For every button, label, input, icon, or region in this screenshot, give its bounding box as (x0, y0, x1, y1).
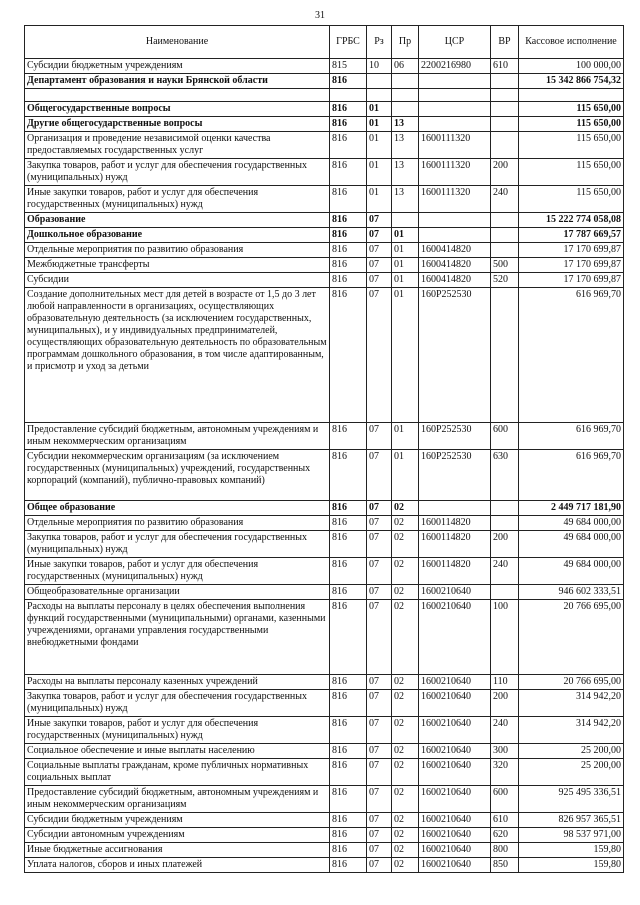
row-grbs: 816 (330, 585, 367, 600)
row-csr: 1600111320 (419, 159, 491, 186)
row-sum: 115 650,00 (519, 132, 624, 159)
row-vr (491, 213, 519, 228)
row-sum: 925 495 336,51 (519, 786, 624, 813)
row-sum (519, 89, 624, 102)
row-name: Иные закупки товаров, работ и услуг для обеспечения государственных (муниципальных) нужд (25, 717, 330, 744)
row-sum: 159,80 (519, 858, 624, 873)
row-pr: 01 (392, 228, 419, 243)
table-row (25, 102, 624, 117)
row-vr: 240 (491, 186, 519, 213)
row-pr: 01 (392, 258, 419, 273)
row-name: Общее образование (25, 501, 330, 516)
row-vr (491, 117, 519, 132)
row-sum: 49 684 000,00 (519, 558, 624, 585)
row-pr: 02 (392, 717, 419, 744)
table-row (25, 675, 624, 690)
table-body (25, 59, 624, 873)
row-pr: 02 (392, 600, 419, 675)
row-csr: 160P252530 (419, 423, 491, 450)
row-csr: 160P252530 (419, 288, 491, 423)
header-grbs: ГРБС (330, 26, 367, 59)
row-sum: 616 969,70 (519, 450, 624, 501)
table-row (25, 744, 624, 759)
row-pr: 13 (392, 186, 419, 213)
row-vr (491, 89, 519, 102)
row-rz: 07 (367, 744, 392, 759)
row-vr: 200 (491, 690, 519, 717)
table-row (25, 558, 624, 585)
row-csr: 1600114820 (419, 558, 491, 585)
row-grbs: 816 (330, 102, 367, 117)
row-csr (419, 74, 491, 89)
row-pr: 02 (392, 828, 419, 843)
row-vr (491, 228, 519, 243)
row-csr: 1600414820 (419, 243, 491, 258)
row-grbs: 816 (330, 273, 367, 288)
row-vr: 240 (491, 717, 519, 744)
row-rz: 07 (367, 213, 392, 228)
row-csr (419, 89, 491, 102)
row-pr (392, 89, 419, 102)
table-row (25, 213, 624, 228)
table-row (25, 531, 624, 558)
row-csr: 1600414820 (419, 273, 491, 288)
row-vr (491, 501, 519, 516)
row-name: Организация и проведение независимой оценки качества предоставляемых государственных услуг (25, 132, 330, 159)
row-grbs: 816 (330, 213, 367, 228)
row-vr: 200 (491, 531, 519, 558)
row-vr: 100 (491, 600, 519, 675)
row-pr: 02 (392, 843, 419, 858)
row-rz: 07 (367, 258, 392, 273)
table-row (25, 89, 624, 102)
row-csr: 1600210640 (419, 828, 491, 843)
row-grbs (330, 89, 367, 102)
row-vr: 630 (491, 450, 519, 501)
row-grbs: 816 (330, 186, 367, 213)
row-sum: 17 170 699,87 (519, 258, 624, 273)
row-pr (392, 213, 419, 228)
row-sum: 15 222 774 058,08 (519, 213, 624, 228)
row-name: Создание дополнительных мест для детей в возрасте от 1,5 до 3 лет любой направленности в организациях, осуществляющих образовательную деятельность (за исключением государственных, муниципальных), и у индивидуальных предпринимателей, осуществляющих образовательную деятельность по образовательным программам дошкольного образования, в том числе адаптированным, и присмотр и уход за детьми (25, 288, 330, 423)
row-grbs: 816 (330, 828, 367, 843)
row-rz: 07 (367, 786, 392, 813)
row-pr (392, 74, 419, 89)
row-vr (491, 243, 519, 258)
budget-table (24, 25, 624, 873)
table-row (25, 516, 624, 531)
row-vr: 600 (491, 423, 519, 450)
row-sum: 946 602 333,51 (519, 585, 624, 600)
row-pr (392, 102, 419, 117)
row-csr (419, 228, 491, 243)
header-rz: Рз (367, 26, 392, 59)
table-row (25, 813, 624, 828)
table-row (25, 600, 624, 675)
row-pr: 02 (392, 858, 419, 873)
table-row (25, 585, 624, 600)
row-grbs: 816 (330, 759, 367, 786)
row-name (25, 89, 330, 102)
row-vr: 300 (491, 744, 519, 759)
row-vr (491, 288, 519, 423)
row-name: Общеобразовательные организации (25, 585, 330, 600)
table-row (25, 786, 624, 813)
row-rz: 07 (367, 690, 392, 717)
row-csr: 1600210640 (419, 585, 491, 600)
table-row (25, 132, 624, 159)
row-rz: 07 (367, 843, 392, 858)
row-name: Отдельные мероприятия по развитию образования (25, 516, 330, 531)
row-grbs: 816 (330, 813, 367, 828)
row-pr: 01 (392, 450, 419, 501)
row-sum: 115 650,00 (519, 186, 624, 213)
row-csr (419, 102, 491, 117)
row-sum: 15 342 866 754,32 (519, 74, 624, 89)
row-vr: 110 (491, 675, 519, 690)
row-sum: 20 766 695,00 (519, 600, 624, 675)
row-vr (491, 132, 519, 159)
row-pr: 01 (392, 423, 419, 450)
row-name: Социальное обеспечение и иные выплаты населению (25, 744, 330, 759)
row-pr: 01 (392, 288, 419, 423)
row-vr: 320 (491, 759, 519, 786)
row-sum: 20 766 695,00 (519, 675, 624, 690)
table-row (25, 717, 624, 744)
row-sum: 314 942,20 (519, 717, 624, 744)
row-sum: 826 957 365,51 (519, 813, 624, 828)
table-row (25, 858, 624, 873)
row-grbs: 816 (330, 501, 367, 516)
row-rz: 01 (367, 117, 392, 132)
row-csr (419, 117, 491, 132)
row-rz: 01 (367, 159, 392, 186)
row-name: Межбюджетные трансферты (25, 258, 330, 273)
row-sum: 159,80 (519, 843, 624, 858)
row-sum: 616 969,70 (519, 423, 624, 450)
row-name: Расходы на выплаты персоналу казенных учреждений (25, 675, 330, 690)
row-rz: 07 (367, 273, 392, 288)
row-vr: 600 (491, 786, 519, 813)
row-sum: 115 650,00 (519, 102, 624, 117)
row-grbs: 816 (330, 159, 367, 186)
row-sum: 49 684 000,00 (519, 531, 624, 558)
row-pr: 02 (392, 585, 419, 600)
row-vr: 850 (491, 858, 519, 873)
row-pr: 02 (392, 744, 419, 759)
row-vr (491, 585, 519, 600)
row-pr: 02 (392, 558, 419, 585)
row-rz: 10 (367, 59, 392, 74)
row-grbs: 816 (330, 744, 367, 759)
row-rz: 07 (367, 531, 392, 558)
row-sum: 17 170 699,87 (519, 243, 624, 258)
row-pr: 13 (392, 159, 419, 186)
table-row (25, 228, 624, 243)
row-grbs: 816 (330, 675, 367, 690)
row-sum: 2 449 717 181,90 (519, 501, 624, 516)
row-csr: 160P252530 (419, 450, 491, 501)
row-sum: 17 170 699,87 (519, 273, 624, 288)
row-rz: 07 (367, 450, 392, 501)
row-grbs: 815 (330, 59, 367, 74)
row-csr: 1600414820 (419, 258, 491, 273)
row-pr: 02 (392, 786, 419, 813)
table-row (25, 843, 624, 858)
header-name: Наименование (25, 26, 330, 59)
row-rz: 07 (367, 501, 392, 516)
row-rz: 07 (367, 516, 392, 531)
table-header-row (25, 26, 624, 59)
row-grbs: 816 (330, 858, 367, 873)
table-row (25, 159, 624, 186)
row-grbs: 816 (330, 132, 367, 159)
row-grbs: 816 (330, 600, 367, 675)
row-name: Субсидии бюджетным учреждениям (25, 813, 330, 828)
table-row (25, 423, 624, 450)
row-grbs: 816 (330, 558, 367, 585)
row-csr: 1600210640 (419, 744, 491, 759)
row-name: Иные закупки товаров, работ и услуг для обеспечения государственных (муниципальных) нужд (25, 558, 330, 585)
table-row (25, 243, 624, 258)
row-rz: 07 (367, 675, 392, 690)
header-vr: ВР (491, 26, 519, 59)
row-pr: 01 (392, 273, 419, 288)
header-sum: Кассовое исполнение (519, 26, 624, 59)
row-name: Закупка товаров, работ и услуг для обеспечения государственных (муниципальных) нужд (25, 690, 330, 717)
row-rz: 07 (367, 717, 392, 744)
row-name: Отдельные мероприятия по развитию образования (25, 243, 330, 258)
row-grbs: 816 (330, 786, 367, 813)
row-csr: 1600114820 (419, 531, 491, 558)
row-csr (419, 213, 491, 228)
row-grbs: 816 (330, 288, 367, 423)
row-rz: 01 (367, 132, 392, 159)
header-csr: ЦСР (419, 26, 491, 59)
row-name: Дошкольное образование (25, 228, 330, 243)
row-sum: 616 969,70 (519, 288, 624, 423)
row-name: Иные бюджетные ассигнования (25, 843, 330, 858)
row-vr: 610 (491, 813, 519, 828)
table-row (25, 288, 624, 423)
row-name: Субсидии некоммерческим организациям (за исключением государственных (муниципальных) учреждений, государственных корпораций (компаний), публично-правовых компаний) (25, 450, 330, 501)
table-row (25, 258, 624, 273)
row-csr: 1600210640 (419, 843, 491, 858)
row-pr: 02 (392, 759, 419, 786)
row-sum: 49 684 000,00 (519, 516, 624, 531)
row-rz: 07 (367, 243, 392, 258)
row-grbs: 816 (330, 74, 367, 89)
table-row (25, 828, 624, 843)
header-pr: Пр (392, 26, 419, 59)
table-row (25, 117, 624, 132)
row-pr: 02 (392, 813, 419, 828)
row-vr (491, 74, 519, 89)
row-rz: 07 (367, 759, 392, 786)
row-rz (367, 74, 392, 89)
row-csr: 2200216980 (419, 59, 491, 74)
table-row (25, 501, 624, 516)
row-csr: 1600210640 (419, 759, 491, 786)
row-csr: 1600210640 (419, 717, 491, 744)
row-vr: 200 (491, 159, 519, 186)
row-rz: 07 (367, 813, 392, 828)
row-grbs: 816 (330, 516, 367, 531)
row-sum: 25 200,00 (519, 759, 624, 786)
row-rz (367, 89, 392, 102)
row-sum: 115 650,00 (519, 159, 624, 186)
row-rz: 07 (367, 228, 392, 243)
row-pr: 13 (392, 132, 419, 159)
row-vr: 500 (491, 258, 519, 273)
row-vr: 620 (491, 828, 519, 843)
row-name: Субсидии (25, 273, 330, 288)
row-csr: 1600111320 (419, 186, 491, 213)
row-csr: 1600114820 (419, 516, 491, 531)
row-grbs: 816 (330, 258, 367, 273)
row-rz: 07 (367, 423, 392, 450)
row-grbs: 816 (330, 423, 367, 450)
row-pr: 02 (392, 531, 419, 558)
row-pr: 13 (392, 117, 419, 132)
row-rz: 07 (367, 585, 392, 600)
table-row (25, 450, 624, 501)
row-name: Уплата налогов, сборов и иных платежей (25, 858, 330, 873)
row-rz: 07 (367, 558, 392, 585)
row-sum: 115 650,00 (519, 117, 624, 132)
row-rz: 07 (367, 600, 392, 675)
row-pr: 02 (392, 690, 419, 717)
row-grbs: 816 (330, 690, 367, 717)
table-row (25, 74, 624, 89)
row-name: Образование (25, 213, 330, 228)
row-vr: 520 (491, 273, 519, 288)
row-rz: 07 (367, 288, 392, 423)
row-vr (491, 516, 519, 531)
table-row (25, 273, 624, 288)
row-rz: 07 (367, 858, 392, 873)
row-sum: 100 000,00 (519, 59, 624, 74)
row-csr: 1600210640 (419, 858, 491, 873)
row-csr: 1600111320 (419, 132, 491, 159)
row-csr: 1600210640 (419, 786, 491, 813)
row-csr: 1600210640 (419, 813, 491, 828)
row-name: Иные закупки товаров, работ и услуг для обеспечения государственных (муниципальных) нужд (25, 186, 330, 213)
table-row (25, 690, 624, 717)
row-sum: 25 200,00 (519, 744, 624, 759)
row-csr (419, 501, 491, 516)
row-rz: 01 (367, 186, 392, 213)
row-grbs: 816 (330, 117, 367, 132)
row-pr: 01 (392, 243, 419, 258)
row-name: Другие общегосударственные вопросы (25, 117, 330, 132)
row-grbs: 816 (330, 243, 367, 258)
page-number: 31 (315, 10, 325, 21)
row-csr: 1600210640 (419, 690, 491, 717)
table-row (25, 759, 624, 786)
row-pr: 02 (392, 516, 419, 531)
row-name: Расходы на выплаты персоналу в целях обеспечения выполнения функций государственными (муниципальными) органами, казенными учреждениями, органами управления государственными внебюджетными фондами (25, 600, 330, 675)
row-vr: 610 (491, 59, 519, 74)
table-row (25, 59, 624, 74)
row-grbs: 816 (330, 450, 367, 501)
row-pr: 06 (392, 59, 419, 74)
row-pr: 02 (392, 675, 419, 690)
row-name: Социальные выплаты гражданам, кроме публичных нормативных социальных выплат (25, 759, 330, 786)
row-grbs: 816 (330, 531, 367, 558)
row-grbs: 816 (330, 843, 367, 858)
table-row (25, 186, 624, 213)
row-name: Субсидии автономным учреждениям (25, 828, 330, 843)
row-name: Предоставление субсидий бюджетным, автономным учреждениям и иным некоммерческим организациям (25, 786, 330, 813)
row-name: Департамент образования и науки Брянской области (25, 74, 330, 89)
row-name: Закупка товаров, работ и услуг для обеспечения государственных (муниципальных) нужд (25, 531, 330, 558)
row-csr: 1600210640 (419, 600, 491, 675)
row-csr: 1600210640 (419, 675, 491, 690)
row-sum: 314 942,20 (519, 690, 624, 717)
row-name: Субсидии бюджетным учреждениям (25, 59, 330, 74)
row-vr: 240 (491, 558, 519, 585)
row-rz: 01 (367, 102, 392, 117)
row-pr: 02 (392, 501, 419, 516)
row-vr (491, 102, 519, 117)
row-grbs: 816 (330, 717, 367, 744)
row-rz: 07 (367, 828, 392, 843)
row-sum: 98 537 971,00 (519, 828, 624, 843)
row-name: Предоставление субсидий бюджетным, автономным учреждениям и иным некоммерческим организациям (25, 423, 330, 450)
row-name: Общегосударственные вопросы (25, 102, 330, 117)
row-vr: 800 (491, 843, 519, 858)
row-sum: 17 787 669,57 (519, 228, 624, 243)
row-name: Закупка товаров, работ и услуг для обеспечения государственных (муниципальных) нужд (25, 159, 330, 186)
row-grbs: 816 (330, 228, 367, 243)
